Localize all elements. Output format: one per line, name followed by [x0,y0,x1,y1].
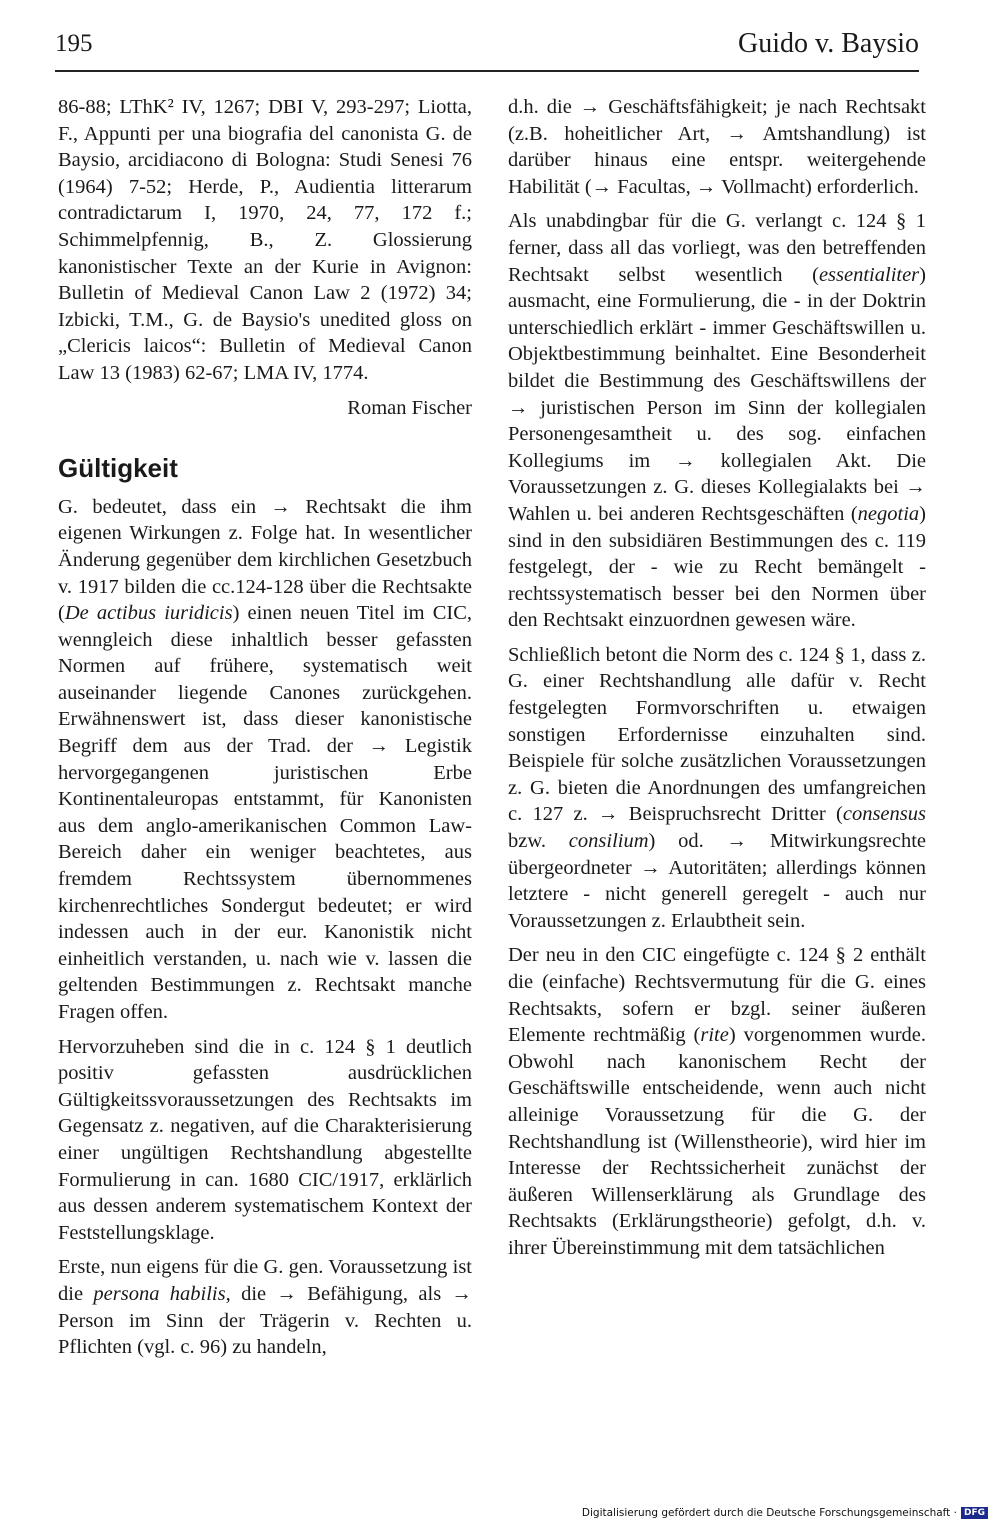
footer-text: Digitalisierung gefördert durch die Deutsche Forschungsgemeinschaft · [581,1507,957,1519]
page-number: 195 [55,30,93,57]
dfg-logo: DFG [961,1507,988,1519]
references-paragraph: 86-88; LThK² IV, 1267; DBI V, 293-297; Liotta, F., Appunti per una biografia del canonista G. de Baysio, arcidiacono di Bologna: Studi Senesi 76 (1964) 7-52; Herde, P., Audientia litterarum contradictarum I, 1970, 24, 77, 172 f.; Schimmelpfennig, B., Z. Glossierung kanonistischer Texte an der Kurie in Avignon: Bulletin of Medieval Canon Law 2 (1972) 34; Izbicki, T.M., G. de Baysio's unedited gloss on „Clericis laicos“: Bulletin of Medieval Canon Law 13 (1983) 62-67; LMA IV, 1774. [58,96,472,384]
paragraph-5: Als unabdingbar für die G. verlangt c. 124 § 1 ferner, dass all das vorliegt, was den betreffenden Rechtsakt selbst wesentlich (essentialiter) ausmacht, eine Formulierung, die - in der Doktrin unterschiedlich erklärt - immer Geschäftswillen u. Objektbestimmung beinhaltet. Eine Besonderheit bildet die Bestimmung des Geschäftswillens der → juristischen Person im Sinn der kollegialen Personengesamtheit u. des sog. einfachen Kollegiums im → kollegialen Akt. Die Voraussetzungen z. G. dieses Kollegialakts bei → Wahlen u. bei anderen Rechtsgeschäften (negotia) sind in den subsidiären Bestimmungen des c. 119 festgelegt, der - wie zu Recht bemängelt - rechtssystematisch besser bei den Normen über den Rechtsakt einzuordnen gewesen wäre. [508,210,926,632]
paragraph-6: Schließlich betont die Norm des c. 124 § 1, dass z. G. einer Rechtshandlung alle dafür v. Recht festgelegten Formvorschriften u. etwaigen sonstigen Erfordernisse einzuhalten sind. Beispiele für solche zusätzlichen Voraussetzungen z. G. bieten die Anordnungen des umfangreichen c. 127 z. → Beispruchsrecht Dritter (consensus bzw. consilium) od. → Mitwirkungsrechte übergeordneter → Autoritäten; allerdings können letztere - nicht generell geregelt - auch nur Voraussetzungen z. Erlaubtheit sein. [508,643,926,932]
page-header [55,28,919,72]
digitization-footer [582,1507,988,1519]
paragraph-2: Hervorzuheben sind die in c. 124 § 1 deutlich positiv gefassten ausdrücklichen Gültigkeitssvoraussetzungen des Rechtsakts im Gegensatz z. negativen, auf die Charakterisierung einer ungültigen Rechtshandlung abgestellte Formulierung in can. 1680 CIC/1917, erklärlich aus dessen anderem systematischem Kontext der Feststellungsklage. [58,1035,472,1244]
paragraph-7: Der neu in den CIC eingefügte c. 124 § 2 enthält die (einfache) Rechtsvermutung für die G. eines Rechtsakts, sofern er bzgl. seiner äußeren Elemente rechtmäßig (rite) vorgenommen wurde. Obwohl nach kanonischem Recht der Geschäftswille entscheidende, wenn auch nicht alleinige Voraussetzung für die G. der Rechtshandlung ist (Willenstheorie), wird hier im Interesse der Rechtssicherheit zunächst der äußeren Willenserklärung als Grundlage des Rechtsakts (Erklärungstheorie) gefolgt, d.h. v. ihrer Übereinstimmung mit dem tatsächlichen [508,944,926,1259]
article-author: Roman Fischer [347,396,472,419]
paragraph-1: G. bedeutet, dass ein → Rechtsakt die ihm eigenen Wirkungen z. Folge hat. In wesentlicher Änderung gegenüber dem kirchlichen Gesetzbuch v. 1917 bilden die cc.124-128 über die Rechtsakte (De actibus iuridicis) einen neuen Titel im CIC, wenngleich diese inhaltlich besser gefassten Normen auf frühere, systematisch weit auseinander liegende Canones zurückgehen. Erwähnenswert ist, dass dieser kanonistische Begriff dem aus der Trad. der → Legistik hervorgegangenen juristischen Erbe Kontinentaleuropas entstammt, für Kanonisten aus dem anglo-amerikanischen Common Law-Bereich daher ein weniger beachtetes, aus fremdem Rechtssystem übernommenes kirchenrechtliches Sondergut bedeutet; er wird indessen auch in der eur. Kanonistik nicht einheitlich verstanden, u. nach wie v. lassen die geltenden Bestimmungen z. Rechtsakt manche Fragen offen. [58,495,472,1023]
running-head: Guido v. Baysio [738,28,919,59]
paragraph-4: d.h. die → Geschäftsfähigkeit; je nach Rechtsakt (z.B. hoheitlicher Art, → Amtshandlung) ist darüber hinaus eine entspr. weitergehende Habilität (→ Facultas, → Vollmacht) erforderlich. [508,96,926,198]
article-title: Gültigkeit [58,453,178,484]
right-column [508,94,926,1270]
paragraph-3: Erste, nun eigens für die G. gen. Voraussetzung ist die persona habilis, die → Befähigung, als → Person im Sinn der Trägerin v. Rechten u. Pflichten (vgl. c. 96) zu handeln, [58,1256,473,1359]
left-column [58,94,472,1369]
